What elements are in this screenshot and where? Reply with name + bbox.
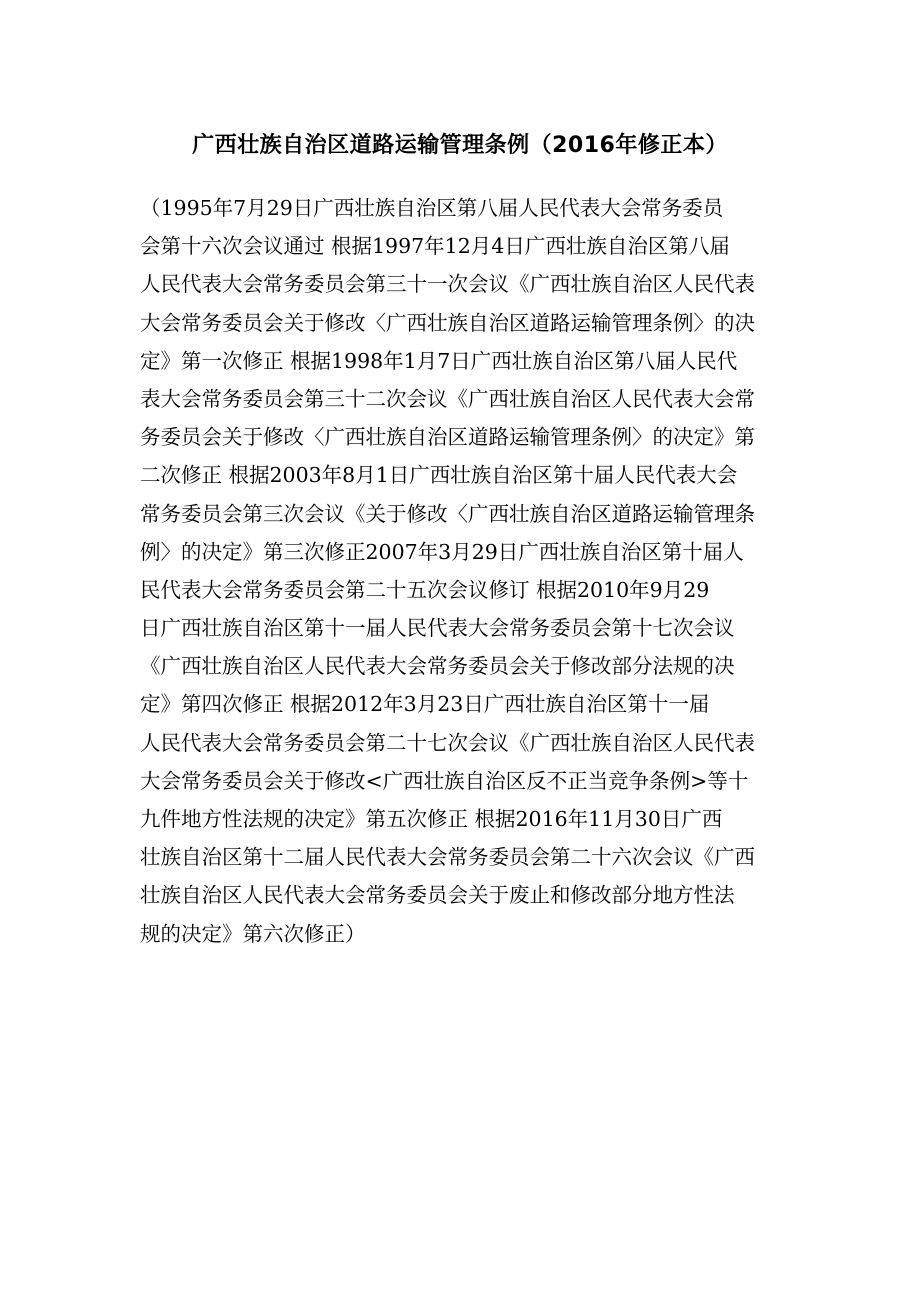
history-line: 日广西壮族自治区第十一届人民代表大会常务委员会第十七次会议 — [140, 616, 735, 641]
history-line: （1995年7月29日广西壮族自治区第八届人民代表大会常务委员 — [140, 196, 724, 220]
history-line: 民代表大会常务委员会第二十五次会议修订 根据2010年9月29 — [140, 577, 710, 602]
history-line: 壮族自治区第十二届人民代表大会常务委员会第二十六次会议《广西 — [140, 845, 755, 870]
history-line: 大会常务委员会关于修改〈广西壮族自治区道路运输管理条例〉的决 — [140, 310, 755, 335]
document-title: 广西壮族自治区道路运输管理条例（2016年修正本） — [192, 133, 728, 158]
history-line: 会第十六次会议通过 根据1997年12月4日广西壮族自治区第八届 — [140, 234, 730, 259]
history-line: 人民代表大会常务委员会第三十一次会议《广西壮族自治区人民代表 — [140, 272, 755, 297]
history-line: 常务委员会第三次会议《关于修改〈广西壮族自治区道路运输管理条 — [140, 501, 755, 526]
history-line: 例〉的决定》第三次修正2007年3月29日广西壮族自治区第十届人 — [140, 539, 744, 564]
history-line: 规的决定》第六次修正） — [140, 921, 366, 946]
history-line: 壮族自治区人民代表大会常务委员会关于废止和修改部分地方性法 — [140, 883, 735, 908]
history-line: 务委员会关于修改〈广西壮族自治区道路运输管理条例〉的决定》第 — [140, 425, 755, 450]
history-line: 《广西壮族自治区人民代表大会常务委员会关于修改部分法规的决 — [140, 654, 735, 679]
history-line: 定》第一次修正 根据1998年1月7日广西壮族自治区第八届人民代 — [140, 348, 738, 373]
history-line: 九件地方性法规的决定》第五次修正 根据2016年11月30日广西 — [140, 807, 723, 831]
history-line: 定》第四次修正 根据2012年3月23日广西壮族自治区第十一届 — [140, 692, 710, 717]
history-line: 表大会常务委员会第三十二次会议《广西壮族自治区人民代表大会常 — [140, 386, 755, 411]
history-line: 二次修正 根据2003年8月1日广西壮族自治区第十届人民代表大会 — [140, 463, 738, 488]
history-line: 人民代表大会常务委员会第二十七次会议《广西壮族自治区人民代表 — [140, 730, 755, 755]
amendment-history — [140, 189, 790, 953]
history-line: 大会常务委员会关于修改<广西壮族自治区反不正当竞争条例>等十 — [140, 768, 749, 793]
